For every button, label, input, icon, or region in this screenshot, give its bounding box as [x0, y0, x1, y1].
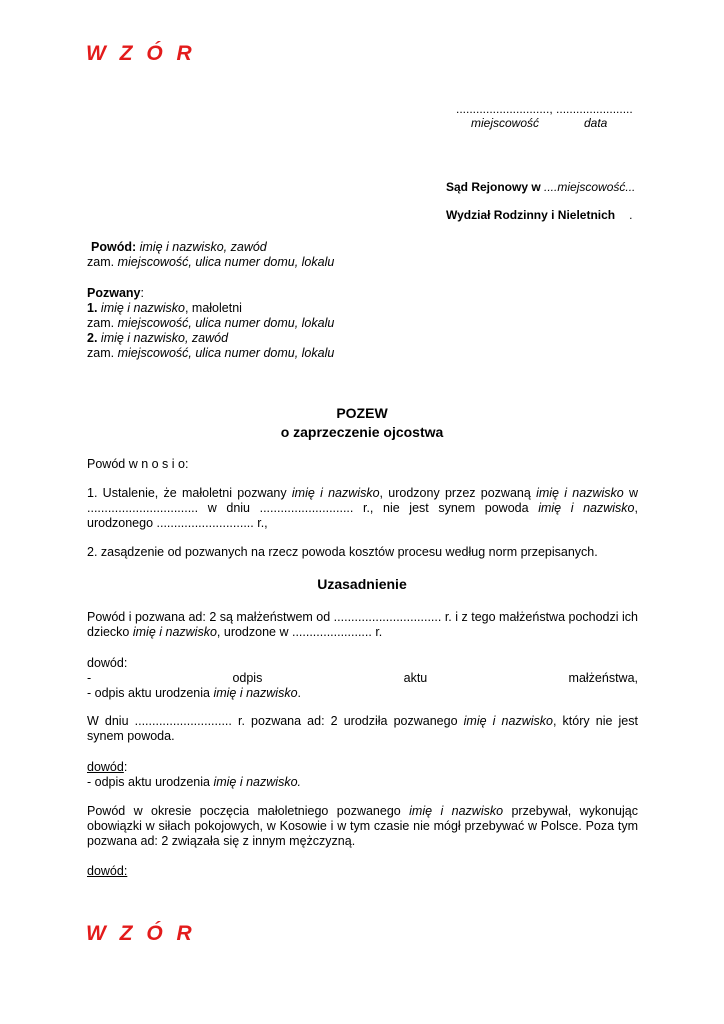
justification-para-3 — [87, 804, 638, 849]
defendant-1-num: 1. — [87, 301, 98, 315]
plaintiff-name: imię i nazwisko, zawód — [136, 240, 267, 254]
title-sub: o zaprzeczenie ojcostwa — [280, 424, 444, 440]
evidence-3-label: dowód: — [87, 864, 128, 878]
request-1-text-a: 1. Ustalenie, że małoletni pozwany — [87, 486, 292, 500]
para-3-text-c: przebywał, wykonując obowiązki w siłach pokojowych, w Kosowie i w tym czasie nie mógł przebywać w Polsce. Poza tym pozwana ad: 2 związała się z innym mężczyzną. — [87, 804, 638, 848]
defendant-2-name: imię i nazwisko, zawód — [97, 331, 229, 345]
request-1-mother-name: imię i nazwisko — [536, 486, 624, 500]
evidence-1-line-2 — [87, 686, 638, 701]
date-label: data — [584, 116, 608, 130]
request-1-text-e: w ................................ w dniu ........................... r., nie jest synem powoda — [87, 486, 639, 515]
court-division-suffix: . — [629, 208, 633, 222]
plaintiff-addr: miejscowość, ulica numer domu, lokalu — [117, 255, 335, 269]
defendant-1-extra: , małoletni — [184, 301, 242, 315]
court-prefix: Sąd Rejonowy w — [446, 180, 545, 194]
para-3-child-name: imię i nazwisko — [409, 804, 504, 818]
watermark-top: W Z Ó R — [86, 42, 196, 65]
court-division-name: Wydział Rodzinny i Nieletnich — [446, 208, 616, 222]
para-1-text-a: Powód i pozwana ad: 2 są małżeństwem od ............................... r. i z tego małżeństwa pochodzi ich dziecko — [87, 610, 638, 639]
evidence-1-label: dowód: — [87, 656, 128, 670]
evidence-1-line-2-c: . — [297, 686, 302, 700]
defendant-2-num: 2. — [87, 331, 98, 345]
defendant-1-name: imię i nazwisko — [97, 301, 185, 315]
evidence-1-line-2-a: - odpis aktu urodzenia — [87, 686, 214, 700]
plaintiff-addr-prefix: zam. — [87, 255, 118, 269]
defendant-2-addr: miejscowość, ulica numer domu, lokalu — [117, 346, 335, 360]
defendants-colon: : — [140, 286, 144, 300]
justification-para-2 — [87, 714, 638, 744]
evidence-1-line-1: - odpis aktu małżeństwa, — [87, 671, 638, 685]
request-1-text-c: , urodzony przez pozwaną — [379, 486, 537, 500]
title-main: POZEW — [336, 405, 388, 421]
court-place: ....miejscowość... — [544, 180, 636, 194]
evidence-2 — [87, 760, 301, 790]
document-title — [87, 404, 637, 442]
para-2-text-a: W dniu ............................ r. pozwana ad: 2 urodziła pozwanego — [87, 714, 464, 728]
plaintiff-label: Powód: — [91, 240, 137, 254]
request-intro: Powód w n o s i o: — [87, 457, 189, 471]
evidence-1 — [87, 656, 638, 701]
para-1-text-c: , urodzone w ....................... r. — [216, 625, 383, 639]
evidence-2-line-a: - odpis aktu urodzenia — [87, 775, 214, 789]
defendant-1-addr-prefix: zam. — [87, 316, 118, 330]
request-1-father-name: imię i nazwisko — [538, 501, 635, 515]
watermark-bottom: W Z Ó R — [86, 922, 196, 945]
evidence-2-label: dowód — [87, 760, 124, 774]
request-1-child-name: imię i nazwisko — [291, 486, 380, 500]
defendant-2-addr-prefix: zam. — [87, 346, 118, 360]
request-1-text-g: , urodzonego ............................ r., — [87, 501, 638, 530]
plaintiff-block — [87, 240, 334, 270]
justification-heading: Uzasadnienie — [317, 576, 407, 592]
para-3-text-a: Powód w okresie poczęcia małoletniego pozwanego — [87, 804, 410, 818]
para-2-text-c: , który nie jest synem powoda. — [87, 714, 638, 743]
place-date-line: ............................, ....................... — [456, 102, 633, 116]
evidence-2-child-name: imię i nazwisko. — [213, 775, 301, 789]
para-2-child-name: imię i nazwisko — [463, 714, 553, 728]
court-division — [446, 208, 632, 222]
defendants-block — [87, 286, 334, 361]
defendants-label: Pozwany — [87, 286, 141, 300]
para-1-child-name: imię i nazwisko — [132, 625, 217, 639]
justification-para-1 — [87, 610, 638, 640]
request-1 — [87, 486, 638, 531]
court-name — [446, 180, 635, 194]
evidence-2-colon: : — [123, 760, 128, 774]
defendant-1-addr: miejscowość, ulica numer domu, lokalu — [117, 316, 335, 330]
evidence-1-child-name: imię i nazwisko — [213, 686, 298, 700]
place-label: miejscowość — [471, 116, 540, 130]
request-2: 2. zasądzenie od pozwanych na rzecz powoda kosztów procesu według norm przepisanych. — [87, 545, 598, 559]
